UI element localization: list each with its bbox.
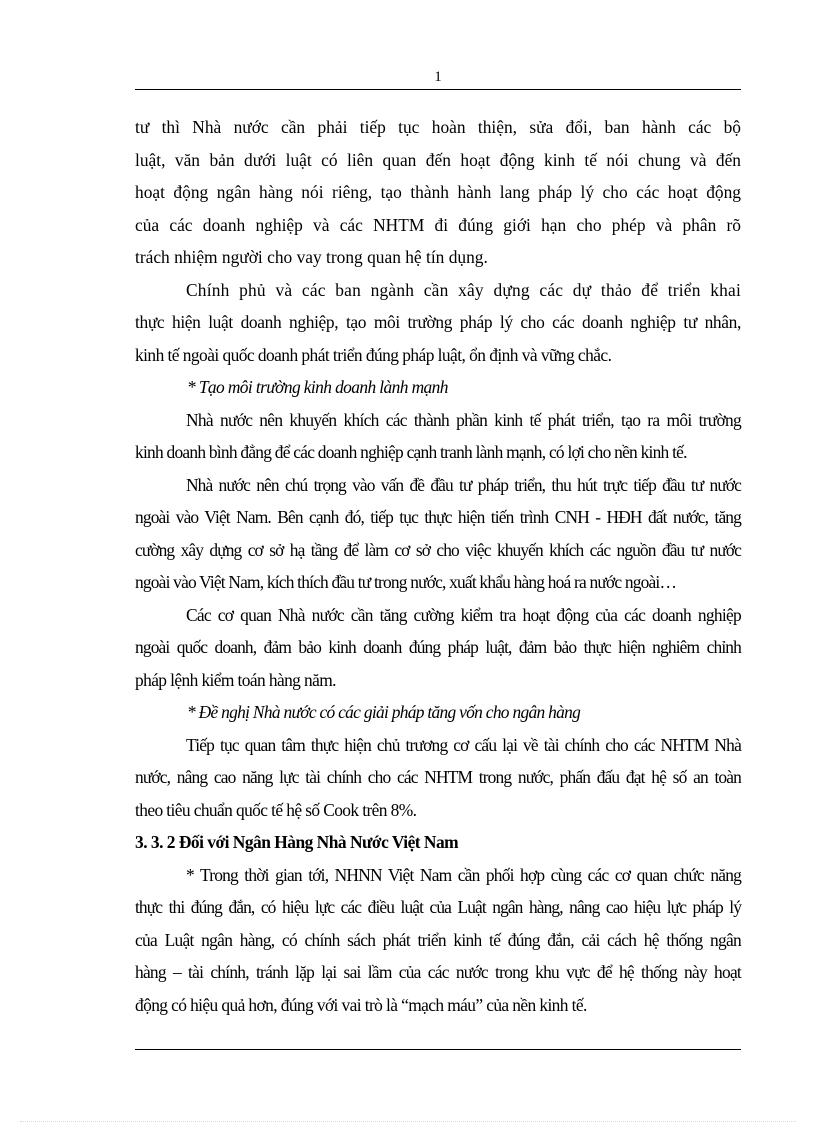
text-line: tư thì Nhà nước cần phải tiếp tục hoàn thiện, sửa đổi, ban hành các bộ xyxy=(135,117,741,137)
text-line: kinh tế ngoài quốc doanh phát triển đúng pháp luật, ổn định và vững chắc. xyxy=(135,344,612,365)
text-line: của các doanh nghiệp và các NHTM đi đúng giới hạn cho phép và phân rõ xyxy=(135,214,741,235)
text-line: Các cơ quan Nhà nước cần tăng cường kiểm tra hoạt động của các doanh nghiệp xyxy=(186,604,741,625)
text-line: ngoài vào Việt Nam, kích thích đầu tư trong nước, xuất khẩu hàng hoá ra nước ngoài… xyxy=(135,572,677,592)
subheading-text: * Tạo môi trường kinh doanh lành mạnh xyxy=(187,377,448,397)
document-body xyxy=(135,111,741,1021)
text-line: hoạt động ngân hàng nói riêng, tạo thành hành lang pháp lý cho các hoạt động xyxy=(135,182,741,202)
text-line: Nhà nước nên khuyến khích các thành phần kinh tế phát triển, tạo ra môi trường xyxy=(186,409,741,430)
section-heading xyxy=(135,826,741,859)
text-line: thực hiện luật doanh nghiệp, tạo môi trường pháp lý cho các doanh nghiệp tư nhân, xyxy=(135,312,741,332)
subheading-text: * Đề nghị Nhà nước có các giải pháp tăng vốn cho ngân hàng xyxy=(187,702,581,722)
paragraph xyxy=(135,859,741,1022)
footer-rule xyxy=(135,1049,741,1050)
text-line: Chính phủ và các ban ngành cần xây dựng các dự thảo để triển khai xyxy=(186,279,741,300)
text-line: Tiếp tục quan tâm thực hiện chủ trương cơ cấu lại về tài chính cho các NHTM Nhà xyxy=(186,734,741,755)
text-line: của Luật ngân hàng, có chính sách phát triển kinh tế đúng đắn, cải cách hệ thống ngân xyxy=(135,929,741,950)
italic-subheading xyxy=(135,696,741,729)
text-line: ngoài quốc doanh, đảm bảo kinh doanh đúng pháp luật, đảm bảo thực hiện nghiêm chỉnh xyxy=(135,637,741,657)
text-line: cường xây dựng cơ sở hạ tầng để làm cơ sở cho việc khuyến khích các nguồn đầu tư nước xyxy=(135,539,741,560)
paragraph xyxy=(135,404,741,469)
paragraph xyxy=(135,469,741,599)
text-line: theo tiêu chuẩn quốc tế hệ số Cook trên 8%. xyxy=(135,799,417,820)
paragraph xyxy=(135,729,741,827)
header-rule xyxy=(135,89,741,90)
text-line: luật, văn bản dưới luật có liên quan đến hoạt động kinh tế nói chung và đến xyxy=(135,149,741,170)
italic-subheading xyxy=(135,371,741,404)
paragraph xyxy=(135,111,741,274)
text-line: nước, nâng cao năng lực tài chính cho các NHTM trong nước, phấn đấu đạt hệ số an toàn xyxy=(135,767,741,787)
text-line: thực thi đúng đắn, có hiệu lực các điều luật của Luật ngân hàng, nâng cao hiệu lực pháp lý xyxy=(135,897,741,917)
text-line: động có hiệu quả hơn, đúng với vai trò là “mạch máu” của nền kinh tế. xyxy=(135,994,587,1015)
text-line: kinh doanh bình đẳng để các doanh nghiệp cạnh tranh lành mạnh, có lợi cho nền kinh tế. xyxy=(135,442,687,462)
text-line: pháp lệnh kiểm toán hàng năm. xyxy=(135,669,336,690)
text-line: hàng – tài chính, tránh lặp lại sai lầm của các nước trong khu vực để hệ thống này hoạt xyxy=(135,962,741,982)
section-heading-text: 3. 3. 2 Đối với Ngân Hàng Nhà Nước Việt Nam xyxy=(135,832,459,852)
paragraph xyxy=(135,599,741,697)
text-line: * Trong thời gian tới, NHNN Việt Nam cần phối hợp cùng các cơ quan chức năng xyxy=(186,864,741,885)
text-line: ngoài vào Việt Nam. Bên cạnh đó, tiếp tục thực hiện tiến trình CNH - HĐH đất nước, tăng xyxy=(135,507,741,527)
text-line: Nhà nước nên chú trọng vào vấn đề đầu tư pháp triển, thu hút trực tiếp đầu tư nước xyxy=(186,474,741,495)
paragraph xyxy=(135,274,741,372)
page-edge-dotted-line xyxy=(20,1121,796,1122)
text-line: trách nhiệm người cho vay trong quan hệ tín dụng. xyxy=(135,247,488,267)
page-number: 1 xyxy=(434,69,442,85)
